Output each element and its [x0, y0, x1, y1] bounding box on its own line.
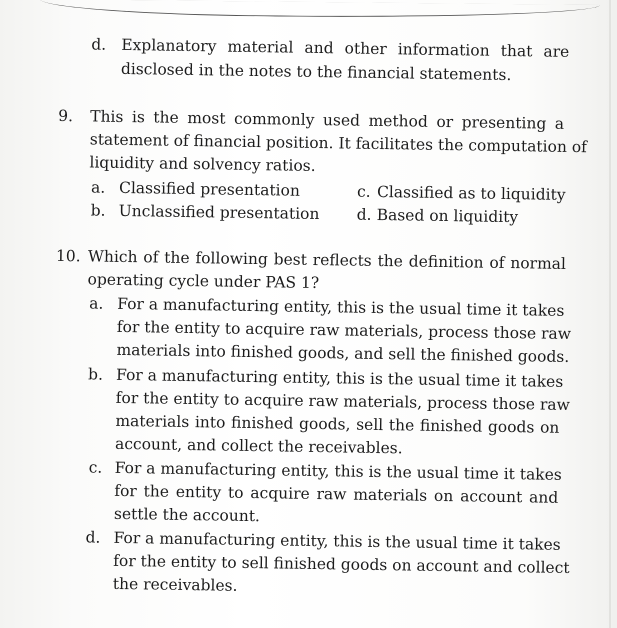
option-text-line: for the entity to acquire raw materials on account and: [114, 481, 559, 507]
option-marker: a.: [90, 178, 106, 197]
option-marker: b.: [90, 201, 106, 220]
option-text-line: for the entity to acquire raw materials, process those raw: [115, 388, 571, 415]
option-text: Based on liquidity: [376, 205, 519, 227]
option-text: Classified presentation: [118, 178, 301, 200]
option-marker: c.: [88, 458, 103, 477]
option-text-line: for the entity to sell finished goods on account and collect: [113, 551, 570, 578]
option-text-line: the receivables.: [112, 574, 238, 595]
option-marker: d.: [85, 528, 101, 547]
option-text-line: For a manufacturing entity, this is the usual time it takes: [113, 528, 561, 554]
question-text-line: This is the most commonly used method or presenting a: [90, 107, 565, 133]
option-text-line: For a manufacturing entity, this is the usual time it takes: [114, 458, 562, 484]
option-marker: a.: [89, 294, 104, 313]
option-text: Classified as to liquidity: [376, 182, 566, 204]
option-text-line: for the entity to acquire raw materials, process those raw: [116, 317, 572, 344]
option-text-line: For a manufacturing entity, this is the usual time it takes: [115, 365, 564, 391]
option-marker: c.: [356, 182, 371, 201]
question-text-line: operating cycle under PAS 1?: [87, 270, 320, 293]
option-text-line: materials into finished goods, sell the finished goods on: [115, 411, 560, 437]
option-marker: d.: [356, 205, 372, 224]
option-text-line: materials into finished goods, and sell the finished goods.: [116, 340, 570, 366]
option-text-line: Explanatory material and other information that are: [121, 35, 570, 61]
question-number: 10.: [55, 246, 81, 266]
question-text-line: liquidity and solvency ratios.: [89, 153, 316, 175]
question-text-line: Which of the following best reflects the definition of normal: [87, 247, 567, 273]
option-marker: b.: [87, 365, 104, 384]
option-text-line: account, and collect the receivables.: [114, 434, 403, 458]
question-text-line: statement of financial position. It facilitates the computation of: [89, 130, 588, 157]
option-marker: d.: [91, 35, 107, 54]
question-number: 9.: [58, 106, 74, 126]
option-text-line: settle the account.: [113, 504, 261, 526]
option-text: Unclassified presentation: [118, 201, 320, 224]
option-text-line: For a manufacturing entity, this is the usual time it takes: [117, 294, 565, 320]
option-text-line: disclosed in the notes to the financial statements.: [120, 59, 512, 85]
